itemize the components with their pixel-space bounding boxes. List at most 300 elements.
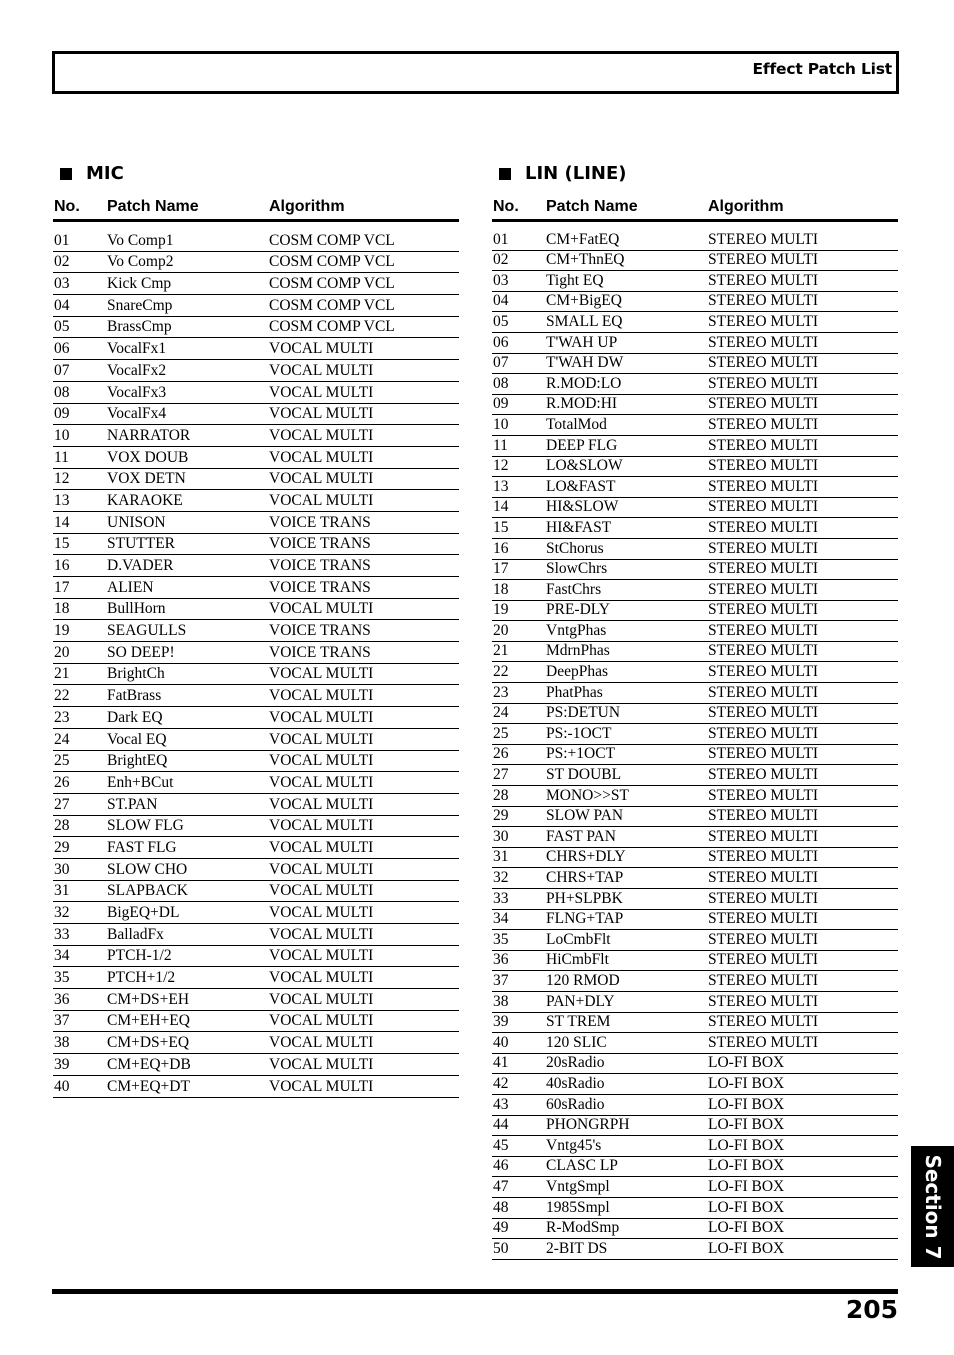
cell-algorithm: VOCAL MULTI bbox=[269, 708, 374, 726]
cell-no: 41 bbox=[493, 1054, 509, 1072]
cell-patch-name: VocalFx1 bbox=[107, 340, 167, 358]
cell-patch-name: CHRS+DLY bbox=[546, 848, 626, 866]
cell-algorithm: VOCAL MULTI bbox=[269, 361, 374, 379]
table-header bbox=[492, 198, 898, 222]
cell-algorithm: STEREO MULTI bbox=[708, 745, 819, 763]
table-row bbox=[492, 704, 898, 725]
cell-no: 12 bbox=[54, 470, 70, 488]
cell-patch-name: FAST PAN bbox=[546, 827, 616, 845]
table-row bbox=[53, 425, 459, 447]
cell-no: 02 bbox=[54, 253, 70, 271]
cell-algorithm: VOCAL MULTI bbox=[269, 491, 374, 509]
cell-no: 09 bbox=[493, 395, 509, 413]
table-row bbox=[53, 295, 459, 317]
cell-algorithm: LO-FI BOX bbox=[708, 1054, 785, 1072]
cell-patch-name: MdrnPhas bbox=[546, 642, 610, 660]
table-row bbox=[492, 786, 898, 807]
cell-patch-name: Dark EQ bbox=[107, 708, 163, 726]
cell-patch-name: PhatPhas bbox=[546, 683, 603, 701]
cell-no: 18 bbox=[54, 600, 70, 618]
cell-algorithm: STEREO MULTI bbox=[708, 312, 819, 330]
table-row bbox=[53, 317, 459, 339]
table-row bbox=[492, 436, 898, 457]
cell-no: 15 bbox=[54, 535, 70, 553]
cell-no: 25 bbox=[493, 724, 509, 742]
mic-title: MIC bbox=[86, 163, 124, 184]
cell-no: 32 bbox=[54, 904, 70, 921]
table-body bbox=[492, 230, 898, 1260]
table-row bbox=[492, 971, 898, 992]
cell-algorithm: STEREO MULTI bbox=[708, 498, 819, 516]
table-row bbox=[53, 816, 459, 838]
table-row bbox=[492, 1219, 898, 1240]
cell-no: 23 bbox=[54, 708, 70, 726]
cell-patch-name: PHONGRPH bbox=[546, 1116, 630, 1134]
table-row bbox=[492, 601, 898, 622]
cell-patch-name: SlowChrs bbox=[546, 560, 608, 578]
cell-no: 02 bbox=[493, 251, 509, 269]
cell-algorithm: VOCAL MULTI bbox=[269, 383, 374, 401]
cell-algorithm: STEREO MULTI bbox=[708, 642, 819, 660]
cell-patch-name: SO DEEP! bbox=[107, 643, 175, 661]
table-row bbox=[492, 230, 898, 251]
cell-patch-name: PRE-DLY bbox=[546, 601, 610, 619]
cell-patch-name: R.MOD:HI bbox=[546, 395, 618, 413]
cell-patch-name: VntgSmpl bbox=[546, 1177, 610, 1195]
table-row bbox=[53, 273, 459, 295]
cell-algorithm: LO-FI BOX bbox=[708, 1198, 785, 1216]
cell-patch-name: SEAGULLS bbox=[107, 622, 187, 640]
cell-algorithm: VOCAL MULTI bbox=[269, 860, 374, 878]
cell-algorithm: VOCAL MULTI bbox=[269, 470, 374, 488]
cell-no: 39 bbox=[54, 1055, 70, 1073]
cell-algorithm: LO-FI BOX bbox=[708, 1095, 785, 1113]
table-row bbox=[53, 252, 459, 274]
cell-patch-name: ST.PAN bbox=[107, 795, 158, 813]
cell-algorithm: STEREO MULTI bbox=[708, 663, 819, 681]
cell-no: 10 bbox=[54, 426, 70, 444]
table-row bbox=[492, 1033, 898, 1054]
table-row bbox=[492, 642, 898, 663]
header-box bbox=[52, 51, 899, 94]
table-row bbox=[492, 271, 898, 292]
cell-patch-name: Enh+BCut bbox=[107, 773, 174, 791]
table-row bbox=[53, 555, 459, 577]
table-row bbox=[492, 683, 898, 704]
cell-no: 33 bbox=[54, 925, 70, 943]
cell-no: 08 bbox=[54, 383, 70, 401]
cell-no: 07 bbox=[54, 361, 70, 379]
cell-no: 38 bbox=[54, 1034, 70, 1052]
square-bullet-icon bbox=[499, 168, 511, 180]
cell-algorithm: STEREO MULTI bbox=[708, 786, 819, 804]
cell-no: 40 bbox=[493, 1033, 509, 1051]
table-row bbox=[492, 1116, 898, 1137]
cell-no: 22 bbox=[493, 663, 509, 681]
cell-no: 31 bbox=[54, 882, 70, 900]
table-row bbox=[53, 599, 459, 621]
cell-patch-name: FLNG+TAP bbox=[546, 910, 624, 928]
table-row bbox=[53, 859, 459, 881]
cell-algorithm: STEREO MULTI bbox=[708, 848, 819, 866]
cell-patch-name: SLOW PAN bbox=[546, 807, 624, 825]
cell-patch-name: LO&FAST bbox=[546, 477, 616, 495]
cell-patch-name: HI&FAST bbox=[546, 518, 612, 536]
table-row bbox=[53, 534, 459, 556]
cell-patch-name: CHRS+TAP bbox=[546, 869, 624, 886]
cell-patch-name: D.VADER bbox=[107, 557, 174, 574]
table-row bbox=[53, 1032, 459, 1054]
cell-patch-name: Tight EQ bbox=[546, 271, 604, 289]
cell-patch-name: BrassCmp bbox=[107, 318, 172, 336]
table-row bbox=[492, 251, 898, 272]
cell-patch-name: PS:+1OCT bbox=[546, 745, 616, 763]
cell-patch-name: LoCmbFlt bbox=[546, 930, 611, 948]
section-tab bbox=[911, 1146, 954, 1267]
cell-patch-name: CM+DS+EH bbox=[107, 990, 190, 1008]
cell-algorithm: VOCAL MULTI bbox=[269, 773, 374, 791]
cell-no: 17 bbox=[493, 560, 509, 578]
cell-algorithm: VOCAL MULTI bbox=[269, 1055, 374, 1073]
cell-no: 14 bbox=[493, 498, 509, 516]
section-title-mic bbox=[60, 163, 124, 184]
cell-algorithm: LO-FI BOX bbox=[708, 1116, 785, 1134]
cell-no: 35 bbox=[493, 930, 509, 948]
column-header-patch-name: Patch Name bbox=[546, 198, 638, 215]
cell-no: 29 bbox=[493, 807, 509, 825]
table-row bbox=[53, 447, 459, 469]
cell-no: 25 bbox=[54, 752, 70, 770]
cell-algorithm: STEREO MULTI bbox=[708, 477, 819, 495]
cell-patch-name: BigEQ+DL bbox=[107, 904, 180, 921]
cell-no: 36 bbox=[493, 951, 509, 969]
cell-algorithm: STEREO MULTI bbox=[708, 271, 819, 289]
cell-no: 04 bbox=[493, 292, 509, 310]
cell-patch-name: LO&SLOW bbox=[546, 457, 623, 475]
cell-no: 06 bbox=[493, 333, 509, 351]
cell-patch-name: BalladFx bbox=[107, 925, 164, 943]
section-tab-label: Section 7 bbox=[920, 1153, 945, 1260]
cell-no: 26 bbox=[54, 773, 70, 791]
cell-algorithm: STEREO MULTI bbox=[708, 683, 819, 701]
table-row bbox=[492, 518, 898, 539]
cell-algorithm: VOCAL MULTI bbox=[269, 925, 374, 943]
cell-no: 17 bbox=[54, 578, 70, 596]
column-header-patch-name: Patch Name bbox=[107, 198, 199, 215]
cell-algorithm: STEREO MULTI bbox=[708, 415, 819, 433]
table-header bbox=[53, 198, 459, 222]
table-row bbox=[53, 967, 459, 989]
cell-algorithm: STEREO MULTI bbox=[708, 580, 819, 598]
cell-algorithm: STEREO MULTI bbox=[708, 724, 819, 742]
cell-algorithm: STEREO MULTI bbox=[708, 930, 819, 948]
table-row bbox=[492, 1054, 898, 1075]
cell-patch-name: MONO>>ST bbox=[546, 786, 629, 804]
cell-no: 44 bbox=[493, 1116, 509, 1134]
table-row bbox=[492, 1177, 898, 1198]
cell-no: 43 bbox=[493, 1095, 509, 1113]
cell-algorithm: VOICE TRANS bbox=[269, 643, 371, 661]
table-row bbox=[492, 1239, 898, 1260]
column-header-algorithm: Algorithm bbox=[708, 198, 784, 215]
cell-no: 10 bbox=[493, 415, 509, 433]
cell-patch-name: 2-BIT DS bbox=[546, 1239, 608, 1257]
cell-algorithm: VOCAL MULTI bbox=[269, 448, 374, 466]
cell-no: 30 bbox=[54, 860, 70, 878]
cell-no: 31 bbox=[493, 848, 509, 866]
cell-algorithm: STEREO MULTI bbox=[708, 518, 819, 536]
cell-algorithm: LO-FI BOX bbox=[708, 1136, 785, 1154]
table-row bbox=[492, 745, 898, 766]
cell-algorithm: VOICE TRANS bbox=[269, 557, 371, 574]
table-row bbox=[492, 992, 898, 1013]
table-row bbox=[53, 490, 459, 512]
table-row bbox=[53, 512, 459, 534]
cell-patch-name: VOX DOUB bbox=[107, 448, 189, 466]
table-row bbox=[53, 404, 459, 426]
cell-patch-name: 1985Smpl bbox=[546, 1198, 610, 1216]
cell-algorithm: STEREO MULTI bbox=[708, 889, 819, 907]
table-row bbox=[53, 924, 459, 946]
table-row bbox=[492, 477, 898, 498]
table-row bbox=[492, 1157, 898, 1178]
table-row bbox=[492, 848, 898, 869]
cell-no: 32 bbox=[493, 869, 509, 886]
cell-no: 01 bbox=[54, 231, 70, 249]
table-row bbox=[492, 807, 898, 828]
cell-no: 29 bbox=[54, 838, 70, 856]
cell-no: 21 bbox=[493, 642, 509, 660]
table-row bbox=[492, 930, 898, 951]
table-row bbox=[492, 312, 898, 333]
cell-algorithm: STEREO MULTI bbox=[708, 374, 819, 392]
table-row bbox=[492, 333, 898, 354]
table-row bbox=[492, 910, 898, 931]
cell-patch-name: CM+DS+EQ bbox=[107, 1034, 190, 1052]
cell-no: 08 bbox=[493, 374, 509, 392]
cell-patch-name: STUTTER bbox=[107, 535, 176, 553]
cell-patch-name: SnareCmp bbox=[107, 296, 173, 314]
cell-algorithm: STEREO MULTI bbox=[708, 827, 819, 845]
table-row bbox=[492, 1095, 898, 1116]
cell-algorithm: STEREO MULTI bbox=[708, 766, 819, 784]
cell-patch-name: T'WAH DW bbox=[546, 354, 624, 372]
cell-no: 24 bbox=[493, 704, 509, 722]
cell-patch-name: 40sRadio bbox=[546, 1074, 605, 1092]
table-row bbox=[492, 765, 898, 786]
cell-algorithm: COSM COMP VCL bbox=[269, 318, 395, 336]
cell-no: 12 bbox=[493, 457, 509, 475]
cell-algorithm: VOCAL MULTI bbox=[269, 990, 374, 1008]
cell-algorithm: STEREO MULTI bbox=[708, 395, 819, 413]
table-row bbox=[492, 560, 898, 581]
cell-no: 19 bbox=[54, 622, 70, 640]
table-row bbox=[53, 1076, 459, 1098]
cell-patch-name: VocalFx4 bbox=[107, 405, 167, 423]
cell-patch-name: CM+BigEQ bbox=[546, 292, 622, 310]
table-row bbox=[53, 881, 459, 903]
cell-no: 09 bbox=[54, 405, 70, 423]
cell-algorithm: LO-FI BOX bbox=[708, 1157, 785, 1175]
table-row bbox=[53, 902, 459, 924]
table-row bbox=[53, 1054, 459, 1076]
column-header-no: No. bbox=[493, 198, 519, 215]
table-row bbox=[53, 707, 459, 729]
cell-patch-name: 20sRadio bbox=[546, 1054, 605, 1072]
cell-algorithm: VOCAL MULTI bbox=[269, 795, 374, 813]
cell-no: 01 bbox=[493, 230, 509, 248]
cell-no: 47 bbox=[493, 1177, 509, 1195]
cell-patch-name: R.MOD:LO bbox=[546, 374, 622, 392]
cell-patch-name: TotalMod bbox=[546, 415, 607, 433]
table-row bbox=[492, 1136, 898, 1157]
cell-algorithm: VOCAL MULTI bbox=[269, 340, 374, 358]
cell-algorithm: STEREO MULTI bbox=[708, 333, 819, 351]
cell-patch-name: FAST FLG bbox=[107, 838, 177, 856]
cell-patch-name: 120 SLIC bbox=[546, 1033, 607, 1051]
cell-patch-name: DeepPhas bbox=[546, 663, 608, 681]
cell-no: 28 bbox=[54, 817, 70, 835]
column-header-algorithm: Algorithm bbox=[269, 198, 345, 215]
table-row bbox=[492, 292, 898, 313]
table-row bbox=[53, 837, 459, 859]
cell-patch-name: VocalFx2 bbox=[107, 361, 167, 379]
cell-no: 06 bbox=[54, 340, 70, 358]
cell-algorithm: COSM COMP VCL bbox=[269, 275, 395, 293]
cell-no: 11 bbox=[54, 448, 69, 466]
table-row bbox=[492, 889, 898, 910]
table-row bbox=[53, 751, 459, 773]
section-title-lin bbox=[499, 163, 626, 184]
cell-patch-name: CM+FatEQ bbox=[546, 230, 620, 248]
cell-patch-name: CLASC LP bbox=[546, 1157, 618, 1175]
cell-patch-name: SMALL EQ bbox=[546, 312, 623, 330]
cell-algorithm: STEREO MULTI bbox=[708, 992, 819, 1010]
cell-algorithm: VOCAL MULTI bbox=[269, 969, 374, 987]
cell-algorithm: STEREO MULTI bbox=[708, 971, 819, 989]
cell-patch-name: T'WAH UP bbox=[546, 333, 618, 351]
cell-no: 40 bbox=[54, 1077, 70, 1095]
lin-title: LIN (LINE) bbox=[525, 163, 627, 184]
cell-patch-name: 60sRadio bbox=[546, 1095, 605, 1113]
cell-no: 11 bbox=[493, 436, 508, 454]
table-row bbox=[492, 621, 898, 642]
cell-no: 48 bbox=[493, 1198, 509, 1216]
cell-patch-name: UNISON bbox=[107, 513, 166, 531]
cell-patch-name: FastChrs bbox=[546, 580, 602, 598]
cell-no: 07 bbox=[493, 354, 509, 372]
cell-patch-name: FatBrass bbox=[107, 687, 162, 705]
cell-patch-name: Kick Cmp bbox=[107, 275, 172, 293]
cell-algorithm: VOCAL MULTI bbox=[269, 904, 374, 921]
cell-algorithm: STEREO MULTI bbox=[708, 560, 819, 578]
square-bullet-icon bbox=[60, 168, 72, 180]
cell-algorithm: STEREO MULTI bbox=[708, 601, 819, 619]
table-row bbox=[492, 951, 898, 972]
cell-algorithm: COSM COMP VCL bbox=[269, 231, 395, 249]
cell-patch-name: SLAPBACK bbox=[107, 882, 188, 900]
table-row bbox=[492, 498, 898, 519]
cell-no: 05 bbox=[493, 312, 509, 330]
cell-algorithm: STEREO MULTI bbox=[708, 621, 819, 639]
cell-patch-name: NARRATOR bbox=[107, 426, 191, 444]
cell-algorithm: COSM COMP VCL bbox=[269, 296, 395, 314]
cell-algorithm: LO-FI BOX bbox=[708, 1177, 785, 1195]
cell-patch-name: KARAOKE bbox=[107, 491, 183, 509]
lin-patch-table bbox=[492, 198, 898, 1260]
cell-algorithm: VOCAL MULTI bbox=[269, 730, 374, 748]
table-row bbox=[492, 1198, 898, 1219]
cell-patch-name: PTCH-1/2 bbox=[107, 947, 172, 965]
cell-patch-name: DEEP FLG bbox=[546, 436, 618, 454]
cell-patch-name: StChorus bbox=[546, 539, 604, 557]
cell-patch-name: CM+EH+EQ bbox=[107, 1012, 190, 1030]
cell-no: 18 bbox=[493, 580, 509, 598]
cell-patch-name: Vo Comp1 bbox=[107, 231, 174, 249]
cell-patch-name: BrightCh bbox=[107, 665, 165, 683]
table-row bbox=[53, 230, 459, 252]
cell-no: 20 bbox=[493, 621, 509, 639]
cell-no: 16 bbox=[54, 557, 70, 574]
table-row bbox=[53, 338, 459, 360]
header-title: Effect Patch List bbox=[752, 60, 892, 78]
table-row bbox=[53, 642, 459, 664]
cell-patch-name: PS:-1OCT bbox=[546, 724, 612, 742]
cell-patch-name: HI&SLOW bbox=[546, 498, 619, 516]
cell-no: 42 bbox=[493, 1074, 509, 1092]
cell-patch-name: VOX DETN bbox=[107, 470, 186, 488]
table-row bbox=[53, 469, 459, 491]
table-row bbox=[492, 374, 898, 395]
cell-algorithm: STEREO MULTI bbox=[708, 704, 819, 722]
table-row bbox=[492, 539, 898, 560]
cell-algorithm: STEREO MULTI bbox=[708, 869, 819, 886]
cell-patch-name: Vo Comp2 bbox=[107, 253, 174, 271]
cell-patch-name: Vntg45's bbox=[546, 1136, 602, 1154]
cell-algorithm: STEREO MULTI bbox=[708, 436, 819, 454]
table-row bbox=[53, 577, 459, 599]
cell-no: 28 bbox=[493, 786, 509, 804]
cell-no: 36 bbox=[54, 990, 70, 1008]
cell-patch-name: ST TREM bbox=[546, 1013, 611, 1031]
cell-no: 21 bbox=[54, 665, 70, 683]
table-row bbox=[53, 729, 459, 751]
cell-algorithm: VOCAL MULTI bbox=[269, 687, 374, 705]
cell-algorithm: STEREO MULTI bbox=[708, 251, 819, 269]
table-row bbox=[492, 868, 898, 889]
cell-no: 34 bbox=[493, 910, 509, 928]
cell-no: 30 bbox=[493, 827, 509, 845]
table-row bbox=[53, 382, 459, 404]
cell-no: 37 bbox=[54, 1012, 70, 1030]
cell-no: 27 bbox=[54, 795, 70, 813]
cell-no: 50 bbox=[493, 1239, 509, 1257]
table-row bbox=[492, 415, 898, 436]
cell-no: 20 bbox=[54, 643, 70, 661]
cell-algorithm: STEREO MULTI bbox=[708, 1033, 819, 1051]
table-row bbox=[53, 772, 459, 794]
cell-algorithm: VOCAL MULTI bbox=[269, 817, 374, 835]
cell-algorithm: VOCAL MULTI bbox=[269, 1012, 374, 1030]
cell-algorithm: STEREO MULTI bbox=[708, 230, 819, 248]
cell-algorithm: COSM COMP VCL bbox=[269, 253, 395, 271]
table-row bbox=[53, 685, 459, 707]
cell-no: 14 bbox=[54, 513, 70, 531]
cell-algorithm: VOICE TRANS bbox=[269, 622, 371, 640]
cell-patch-name: SLOW FLG bbox=[107, 817, 184, 835]
cell-algorithm: VOCAL MULTI bbox=[269, 947, 374, 965]
cell-patch-name: VntgPhas bbox=[546, 621, 607, 639]
